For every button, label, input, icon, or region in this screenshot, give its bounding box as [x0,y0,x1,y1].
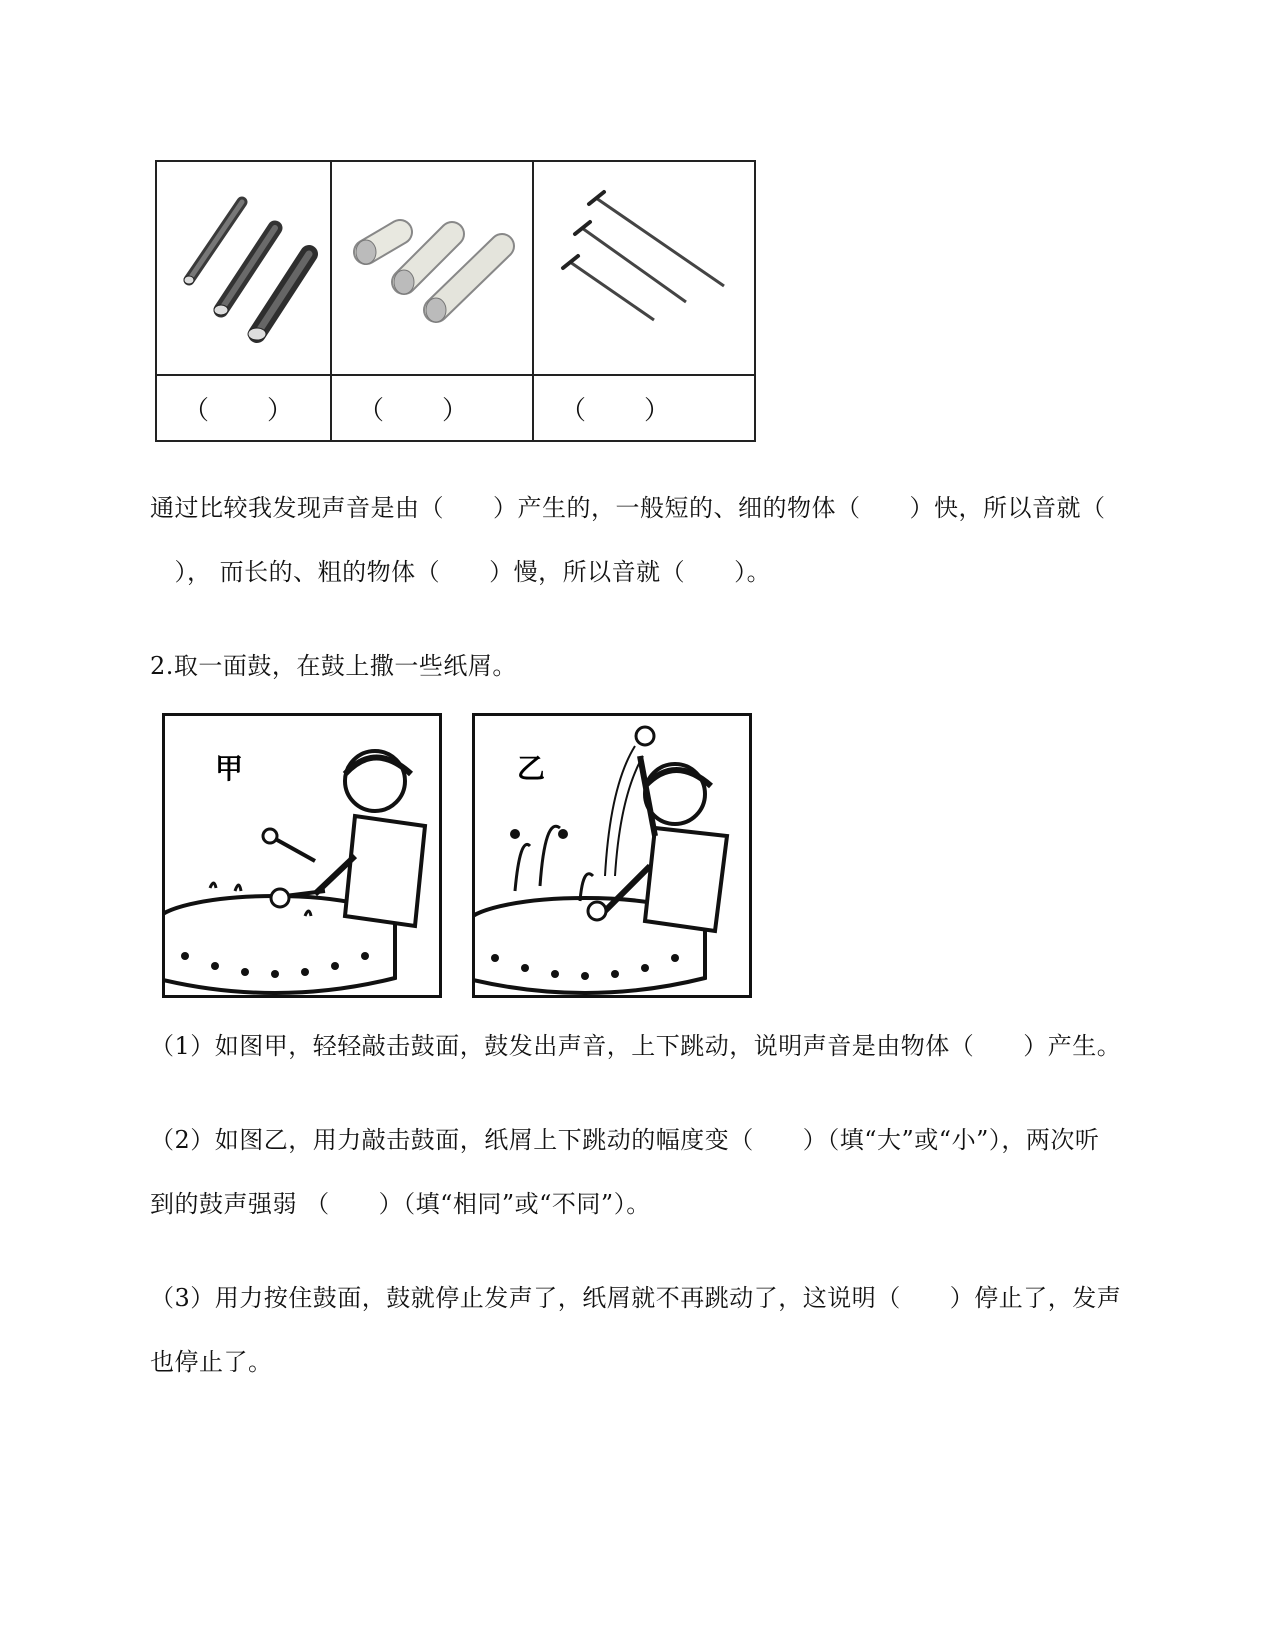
figure-label-yi: 乙 [517,752,546,785]
q2-sub3-line-1: （3）用力按住鼓面，鼓就停止发声了，纸屑就不再跳动了，这说明（ ）停止了，发声 [150,1284,1122,1312]
q2-sub1: （1）如图甲，轻轻敲击鼓面，鼓发出声音，上下跳动，说明声音是由物体（ ）产生。 [150,1032,1122,1060]
nails-icon [534,162,754,370]
paper-tubes-icon [332,162,532,370]
q2-sub2-line-1: （2）如图乙，用力敲击鼓面，纸屑上下跳动的幅度变（ ）（填“大”或“小”），两次听 [150,1126,1100,1154]
q2-sub2-line-2: 到的鼓声强弱 （ ）（填“相同”或“不同”）。 [150,1190,651,1218]
q2-heading: 2.取一面鼓，在鼓上撒一些纸屑。 [150,652,517,680]
q1-line-2: ）， 而长的、粗的物体（ ）慢，所以音就（ ）。 [150,558,772,586]
figure-label-jia: 甲 [215,752,244,785]
q1-line-1: 通过比较我发现声音是由（ ）产生的，一般短的、细的物体（ ）快，所以音就（ [150,494,1106,522]
answer-cell[interactable] [331,375,533,441]
cell-paper-tubes [331,161,533,375]
answer-blank[interactable]: （ ） [560,395,673,426]
answer-cell[interactable] [156,375,331,441]
q2-sub3-line-2: 也停止了。 [150,1348,273,1376]
answer-cell[interactable] [533,375,755,441]
answer-blank[interactable]: （ ） [183,395,296,426]
comparison-table [155,160,756,442]
figure-jia [162,713,442,998]
metal-tubes-icon [157,162,330,370]
drummer-strong-icon [475,716,749,995]
figure-yi [472,713,752,998]
answer-blank[interactable]: （ ） [358,395,471,426]
drummer-gentle-icon [165,716,439,995]
cell-nails [533,161,755,375]
cell-metal-tubes [156,161,331,375]
